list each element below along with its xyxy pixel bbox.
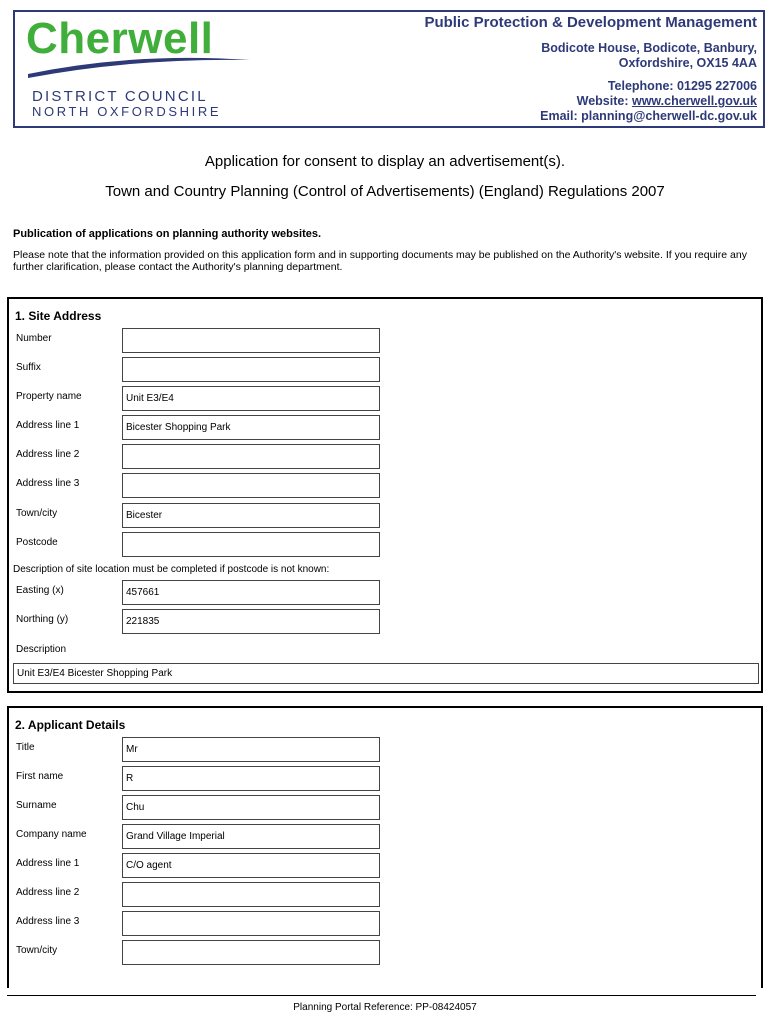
- surname-field[interactable]: Chu: [122, 795, 380, 820]
- applicant-details-section: [7, 706, 763, 988]
- postcode-field[interactable]: [122, 532, 380, 557]
- publication-heading: Publication of applications on planning authority websites.: [13, 228, 322, 240]
- address-line-2-field[interactable]: [122, 444, 380, 469]
- portal-reference: Planning Portal Reference: PP-08424057: [293, 1002, 477, 1013]
- email[interactable]: Email: planning@cherwell-dc.gov.uk: [540, 109, 757, 123]
- field-label: Town/city: [16, 945, 58, 956]
- northing-field[interactable]: 221835: [122, 609, 380, 634]
- field-label: Postcode: [16, 537, 58, 548]
- field-label: Address line 2: [16, 449, 80, 460]
- field-label: Address line 2: [16, 887, 80, 898]
- suffix-field[interactable]: [122, 357, 380, 382]
- website: [424, 94, 757, 109]
- town-city-field[interactable]: Bicester: [122, 503, 380, 528]
- address-line-3-field[interactable]: [122, 473, 380, 498]
- website-link[interactable]: www.cherwell.gov.uk: [631, 94, 757, 108]
- section-title: 1. Site Address: [15, 309, 102, 323]
- department-name: Public Protection & Development Management: [424, 14, 757, 31]
- field-label: Suffix: [16, 362, 41, 373]
- telephone: Telephone: 01295 227006: [607, 79, 757, 93]
- logo-swoosh-icon: [24, 52, 254, 80]
- address-line-2-field[interactable]: [122, 882, 380, 907]
- field-label: Surname: [16, 800, 57, 811]
- town-city-field[interactable]: [122, 940, 380, 965]
- address-line-1: Bodicote House, Bodicote, Banbury,: [541, 41, 757, 55]
- location-note: Description of site location must be completed if postcode is not known:: [13, 564, 330, 575]
- field-label: Number: [16, 333, 52, 344]
- field-label: Address line 1: [16, 420, 80, 431]
- field-label: First name: [16, 771, 64, 782]
- field-label: Title: [16, 742, 35, 753]
- field-label: Address line 3: [16, 916, 80, 927]
- address-line-2: Oxfordshire, OX15 4AA: [618, 56, 757, 70]
- form-title: Application for consent to display an advertisement(s).: [204, 153, 566, 170]
- property-name-field[interactable]: Unit E3/E4: [122, 386, 380, 411]
- field-label: Address line 1: [16, 858, 80, 869]
- field-label: Easting (x): [16, 585, 64, 596]
- website-label: Website:: [576, 94, 632, 108]
- address-line-1-field[interactable]: C/O agent: [122, 853, 380, 878]
- form-subtitle: Town and Country Planning (Control of Advertisements) (England) Regulations 2007: [105, 183, 665, 200]
- field-label: Town/city: [16, 508, 58, 519]
- easting-field[interactable]: 457661: [122, 580, 380, 605]
- first-name-field[interactable]: R: [122, 766, 380, 791]
- address-line-1-field[interactable]: Bicester Shopping Park: [122, 415, 380, 440]
- cherwell-logo-text: Cherwell: [26, 14, 214, 63]
- publication-note: Please note that the information provided on this application form and in supporting documents may be published on the Authority's website. If you require any further clarification, please contact the Authority's planning department.: [13, 249, 747, 273]
- field-label: Property name: [16, 391, 82, 402]
- footer-divider: [7, 995, 756, 996]
- number-field[interactable]: [122, 328, 380, 353]
- field-label: Description: [16, 644, 67, 655]
- title-field[interactable]: Mr: [122, 737, 380, 762]
- council-region: NORTH OXFORDSHIRE: [32, 104, 222, 119]
- site-address-section: [7, 297, 763, 693]
- section-title: 2. Applicant Details: [15, 718, 126, 732]
- contact-block: [424, 14, 757, 124]
- field-label: Address line 3: [16, 478, 80, 489]
- council-name: DISTRICT COUNCIL: [32, 88, 208, 105]
- description-field[interactable]: Unit E3/E4 Bicester Shopping Park: [13, 663, 759, 684]
- field-label: Northing (y): [16, 614, 69, 625]
- company-name-field[interactable]: Grand Village Imperial: [122, 824, 380, 849]
- field-label: Company name: [16, 829, 87, 840]
- address-line-3-field[interactable]: [122, 911, 380, 936]
